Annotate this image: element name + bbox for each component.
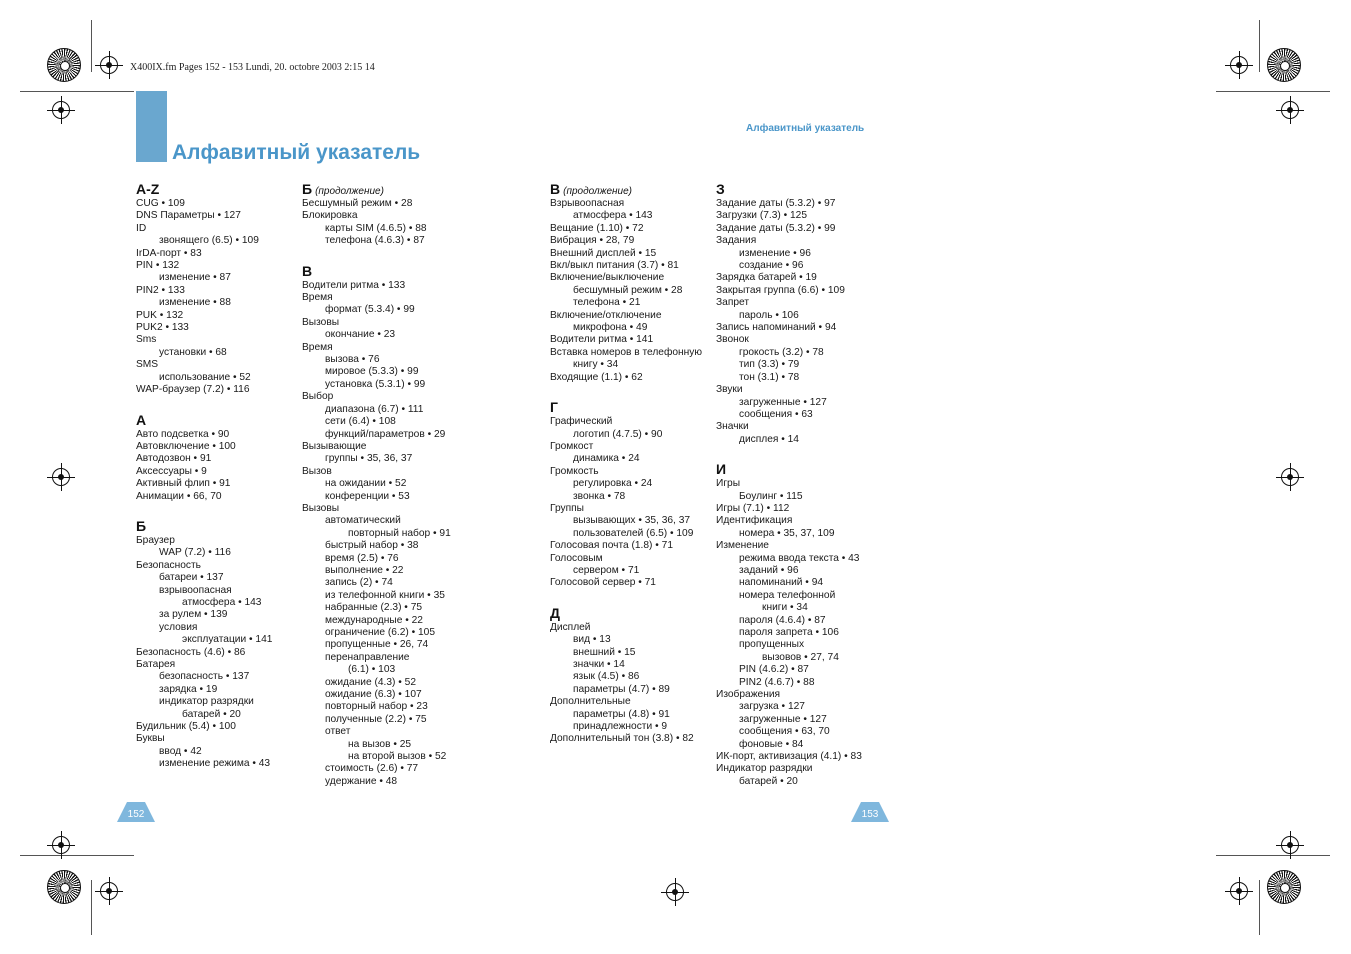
index-entry: DNS Параметры • 127: [136, 210, 241, 222]
index-subentry: номера телефонной: [739, 589, 836, 601]
registration-mark-icon: [1281, 101, 1299, 119]
index-subentry: атмосфера • 143: [182, 596, 262, 608]
index-entry: Загрузки (7.3) • 125: [716, 210, 808, 222]
section-letter: З: [716, 181, 725, 197]
index-entry: Зарядка батарей • 19: [716, 272, 817, 284]
index-entry: Игры: [716, 478, 741, 490]
section-letter: И: [716, 461, 727, 478]
index-subentry: PIN (4.6.2) • 87: [739, 664, 809, 676]
index-subentry: вызывающих • 35, 36, 37: [573, 515, 691, 527]
index-column-2: [302, 181, 472, 788]
index-subentry: значки • 14: [573, 659, 625, 670]
index-subentry: из телефонной книги • 35: [325, 589, 445, 601]
index-subentry: повторный набор • 91: [348, 527, 451, 539]
index-subentry: напоминаний • 94: [739, 577, 824, 589]
index-subentry: звонящего (6.5) • 109: [159, 235, 259, 247]
index-subentry: микрофона • 49: [573, 322, 648, 334]
section-letter: В: [550, 181, 561, 197]
index-entry: Группы: [550, 502, 584, 514]
page-title: Алфавитный указатель: [172, 141, 421, 164]
index-subentry: батареи • 137: [159, 572, 224, 584]
section-heading: [550, 181, 720, 198]
index-subentry: изменение режима • 43: [159, 758, 271, 770]
index-entry: Изображения: [716, 689, 781, 701]
section-heading: [550, 399, 720, 416]
index-entry: Вызывающие: [302, 440, 367, 452]
index-subentry: полученные (2.2) • 75: [325, 713, 427, 725]
index-subentry: внешний • 15: [573, 646, 636, 658]
page-number-right: 153: [861, 809, 879, 820]
index-entry: Вызов: [302, 465, 332, 477]
index-subentry: ограничение (6.2) • 105: [325, 627, 435, 638]
section-letter: Б: [136, 517, 147, 534]
crop-line: [91, 880, 92, 935]
index-entry: Запрет: [716, 297, 749, 309]
index-subentry: батарей • 20: [739, 775, 798, 787]
file-info: X400IX.fm Pages 152 - 153 Lundi, 20. octobre 2003 2:15 14: [130, 62, 375, 73]
index-subentry: пропущенные • 26, 74: [325, 639, 429, 651]
index-subentry: повторный набор • 23: [325, 701, 428, 713]
index-subentry: удержание • 48: [325, 775, 398, 787]
index-entry: CUG • 109: [136, 198, 185, 209]
index-subentry: загруженные • 127: [739, 396, 827, 408]
index-subentry: дисплея • 14: [739, 433, 799, 445]
index-entry: Выбор: [302, 391, 334, 403]
index-subentry: заданий • 96: [739, 564, 799, 576]
index-subentry: эксплуатации • 141: [182, 634, 273, 646]
index-entry: Вещание (1.10) • 72: [550, 222, 644, 234]
section-letter: А: [136, 411, 147, 428]
index-subentry: телефона (4.6.3) • 87: [325, 235, 425, 247]
index-entry: Безопасность (4.6) • 86: [136, 646, 246, 658]
section-heading: [716, 461, 886, 478]
index-subentry: ожидание (6.3) • 107: [325, 689, 422, 701]
index-entry: Дополнительный тон (3.8) • 82: [550, 733, 694, 745]
index-entry: Автодозвон • 91: [136, 453, 212, 465]
index-subentry: изменение • 96: [739, 247, 811, 259]
index-entry: Безопасность: [136, 559, 201, 571]
index-subentry: карты SIM (4.6.5) • 88: [325, 222, 427, 234]
registration-mark-icon: [52, 468, 70, 486]
section-letter: Г: [550, 399, 558, 416]
index-subentry: сообщения • 63, 70: [739, 726, 830, 738]
registration-star-icon: [47, 870, 81, 904]
index-subentry: группы • 35, 36, 37: [325, 453, 413, 465]
index-entry: PUK2 • 133: [136, 322, 189, 334]
index-subentry: PIN2 (4.6.7) • 88: [739, 676, 815, 688]
index-subentry: вид • 13: [573, 634, 611, 646]
index-subentry: пароля (4.6.4) • 87: [739, 614, 826, 626]
index-subentry: сообщения • 63: [739, 408, 813, 420]
index-subentry: набранные (2.3) • 75: [325, 602, 423, 614]
page-number-badge-right: [851, 802, 889, 822]
crop-line: [1216, 91, 1330, 92]
index-subentry: стоимость (2.6) • 77: [325, 763, 419, 775]
index-subentry: сети (6.4) • 108: [325, 416, 396, 428]
index-subentry: индикатор разрядки: [159, 696, 254, 708]
index-entry: Вкл/выкл питания (3.7) • 81: [550, 260, 679, 272]
index-subentry: книги • 34: [762, 602, 808, 614]
section-heading: [550, 605, 720, 622]
index-subentry: пользователей (6.5) • 109: [573, 527, 694, 539]
section-note: (продолжение): [315, 186, 384, 197]
page-number-left: 152: [127, 809, 145, 820]
index-entry: Графический: [550, 416, 613, 428]
crop-line: [1259, 880, 1260, 935]
index-subentry: безопасность • 137: [159, 671, 250, 683]
index-entry: Будильник (5.4) • 100: [136, 721, 236, 733]
registration-mark-icon: [666, 883, 684, 901]
index-subentry: на вызов • 25: [348, 738, 412, 750]
crop-line: [20, 855, 134, 856]
index-entry: SMS: [136, 359, 159, 371]
index-entry: Входящие (1.1) • 62: [550, 371, 643, 383]
section-letter: В: [302, 262, 313, 279]
index-column-4: [716, 181, 886, 788]
index-subentry: звонка • 78: [573, 490, 626, 502]
index-subentry: номера • 35, 37, 109: [739, 527, 835, 539]
index-entry: Голосовой сервер • 71: [550, 577, 656, 589]
index-entry: Вибрация • 28, 79: [550, 235, 635, 247]
index-entry: Взрывоопасная: [550, 198, 625, 209]
index-subentry: взрывоопасная: [159, 584, 232, 596]
index-entry: Закрытая группа (6.6) • 109: [716, 284, 845, 296]
index-entry: Авто подсветка • 90: [136, 428, 230, 440]
index-entry: PUK • 132: [136, 309, 184, 321]
index-entry: Время: [302, 292, 333, 304]
index-subentry: создание • 96: [739, 260, 804, 272]
registration-mark-icon: [52, 101, 70, 119]
index-entry: Дисплей: [550, 621, 591, 633]
index-subentry: зарядка • 19: [159, 683, 218, 695]
index-entry: Громкость: [550, 465, 599, 477]
index-subentry: атмосфера • 143: [573, 210, 653, 222]
index-subentry: время (2.5) • 76: [325, 552, 399, 564]
index-column-1: [136, 181, 306, 771]
index-subentry: регулировка • 24: [573, 478, 653, 490]
registration-mark-icon: [100, 882, 118, 900]
index-subentry: бесшумный режим • 28: [573, 284, 683, 296]
index-entry: Браузер: [136, 534, 175, 546]
index-subentry: пароля запрета • 106: [739, 627, 839, 638]
index-entry: Бесшумный режим • 28: [302, 198, 413, 209]
index-entry: Вызовы: [302, 316, 340, 328]
index-entry: Задание даты (5.3.2) • 99: [716, 222, 836, 234]
index-subentry: изменение • 87: [159, 272, 231, 284]
index-subentry: (6.1) • 103: [348, 664, 396, 676]
index-subentry: ответ: [325, 726, 351, 738]
index-entry: Вставка номеров в телефонную: [550, 346, 702, 358]
index-subentry: батарей • 20: [182, 708, 241, 720]
index-subentry: формат (5.3.4) • 99: [325, 304, 415, 316]
index-entry: Задание даты (5.3.2) • 97: [716, 198, 836, 209]
index-subentry: загруженные • 127: [739, 713, 827, 725]
index-entry: Изменение: [716, 540, 769, 552]
section-letter: A-Z: [136, 181, 160, 197]
index-subentry: язык (4.5) • 86: [573, 671, 640, 683]
section-heading: [136, 181, 306, 198]
crop-line: [1216, 855, 1330, 856]
index-subentry: установка (5.3.1) • 99: [325, 378, 426, 390]
index-entry: Идентификация: [716, 515, 793, 527]
registration-mark-icon: [52, 836, 70, 854]
index-subentry: условия: [159, 621, 198, 633]
index-entry: Sms: [136, 334, 157, 346]
index-subentry: пропущенных: [739, 639, 805, 651]
index-subentry: Боулинг • 115: [739, 490, 803, 502]
index-subentry: параметры (4.8) • 91: [573, 708, 670, 720]
index-subentry: международные • 22: [325, 614, 423, 626]
index-subentry: принадлежности • 9: [573, 721, 668, 733]
index-entry: Активный флип • 91: [136, 478, 231, 490]
index-subentry: за рулем • 139: [159, 609, 228, 621]
index-subentry: конференции • 53: [325, 490, 410, 502]
index-entry: WAP-браузер (7.2) • 116: [136, 384, 250, 396]
index-entry: PIN • 132: [136, 260, 180, 272]
index-subentry: быстрый набор • 38: [325, 540, 419, 552]
index-entry: Звуки: [716, 384, 743, 396]
index-subentry: диапазона (6.7) • 111: [325, 403, 424, 415]
index-subentry: сервером • 71: [573, 564, 640, 576]
index-subentry: на второй вызов • 52: [348, 751, 447, 763]
index-subentry: WAP (7.2) • 116: [159, 547, 231, 559]
index-entry: Включение/отключение: [550, 309, 662, 321]
registration-mark-icon: [1281, 468, 1299, 486]
index-entry: Блокировка: [302, 210, 358, 222]
index-subentry: установки • 68: [159, 346, 227, 358]
index-entry: Автовключение • 100: [136, 440, 236, 452]
index-entry: Громкост: [550, 440, 594, 452]
section-heading: [302, 263, 472, 280]
index-entry: Батарея: [136, 659, 176, 670]
index-subentry: динамика • 24: [573, 453, 640, 465]
index-entry: Буквы: [136, 733, 165, 745]
crop-line: [20, 91, 134, 92]
registration-mark-icon: [100, 56, 118, 74]
index-entry: Голосовая почта (1.8) • 71: [550, 540, 674, 552]
index-entry: Звонок: [716, 334, 749, 346]
index-subentry: ввод • 42: [159, 745, 202, 757]
index-entry: IrDA-порт • 83: [136, 247, 202, 259]
index-entry: Значки: [716, 421, 749, 433]
registration-mark-icon: [1281, 836, 1299, 854]
section-heading: [136, 412, 306, 429]
section-heading: [302, 181, 472, 198]
index-entry: Аксессуары • 9: [136, 465, 207, 477]
index-entry: Игры (7.1) • 112: [716, 502, 790, 514]
index-entry: Время: [302, 341, 333, 353]
index-entry: Анимации • 66, 70: [136, 490, 222, 502]
page-number-badge-left: [117, 802, 155, 822]
index-entry: Водители ритма • 141: [550, 334, 654, 346]
index-subentry: перенаправление: [325, 651, 410, 663]
registration-star-icon: [1267, 48, 1301, 82]
section-note: (продолжение): [563, 186, 632, 197]
index-subentry: выполнение • 22: [325, 564, 404, 576]
index-subentry: запись (2) • 74: [325, 577, 393, 589]
index-column-3: [550, 181, 720, 746]
index-entry: Внешний дисплей • 15: [550, 247, 657, 259]
registration-star-icon: [47, 48, 81, 82]
index-subentry: тип (3.3) • 79: [739, 359, 800, 371]
registration-mark-icon: [1230, 56, 1248, 74]
index-subentry: мировое (5.3.3) • 99: [325, 366, 419, 378]
index-entry: Индикатор разрядки: [716, 763, 813, 775]
index-subentry: ожидание (4.3) • 52: [325, 676, 416, 688]
index-subentry: использование • 52: [159, 371, 251, 383]
index-subentry: функций/параметров • 29: [325, 428, 446, 440]
section-heading: [716, 181, 886, 198]
index-subentry: окончание • 23: [325, 329, 396, 341]
index-entry: Вызовы: [302, 502, 340, 514]
index-entry: ID: [136, 222, 147, 234]
index-subentry: логотип (4.7.5) • 90: [573, 428, 663, 440]
crop-line: [1259, 20, 1260, 72]
index-subentry: автоматический: [325, 515, 401, 527]
index-entry: ИК-порт, активизация (4.1) • 83: [716, 751, 862, 763]
index-entry: PIN2 • 133: [136, 284, 185, 296]
index-subentry: книгу • 34: [573, 359, 619, 371]
index-entry: Включение/выключение: [550, 272, 665, 284]
index-subentry: на ожидании • 52: [325, 478, 407, 490]
index-subentry: вызовов • 27, 74: [762, 651, 839, 663]
registration-mark-icon: [1230, 882, 1248, 900]
crop-line: [91, 20, 92, 72]
section-heading: [136, 518, 306, 535]
section-letter: Б: [302, 181, 313, 197]
running-head: Алфавитный указатель: [746, 123, 865, 134]
index-subentry: грокость (3.2) • 78: [739, 346, 824, 358]
index-subentry: вызова • 76: [325, 354, 380, 366]
index-subentry: режима ввода текста • 43: [739, 552, 860, 564]
index-entry: Запись напоминаний • 94: [716, 322, 837, 334]
index-subentry: пароль • 106: [739, 309, 799, 321]
index-entry: Водители ритма • 133: [302, 279, 406, 291]
registration-star-icon: [1267, 870, 1301, 904]
section-letter: Д: [550, 604, 560, 621]
index-subentry: тон (3.1) • 78: [739, 371, 800, 383]
index-subentry: фоновые • 84: [739, 738, 804, 750]
index-entry: Дополнительные: [550, 696, 631, 708]
index-subentry: загрузка • 127: [739, 701, 805, 713]
index-subentry: телефона • 21: [573, 297, 641, 309]
index-entry: Голосовым: [550, 552, 603, 564]
index-subentry: изменение • 88: [159, 297, 231, 309]
title-accent-bar: [136, 91, 167, 162]
index-entry: Задания: [716, 235, 757, 247]
index-subentry: параметры (4.7) • 89: [573, 683, 670, 695]
